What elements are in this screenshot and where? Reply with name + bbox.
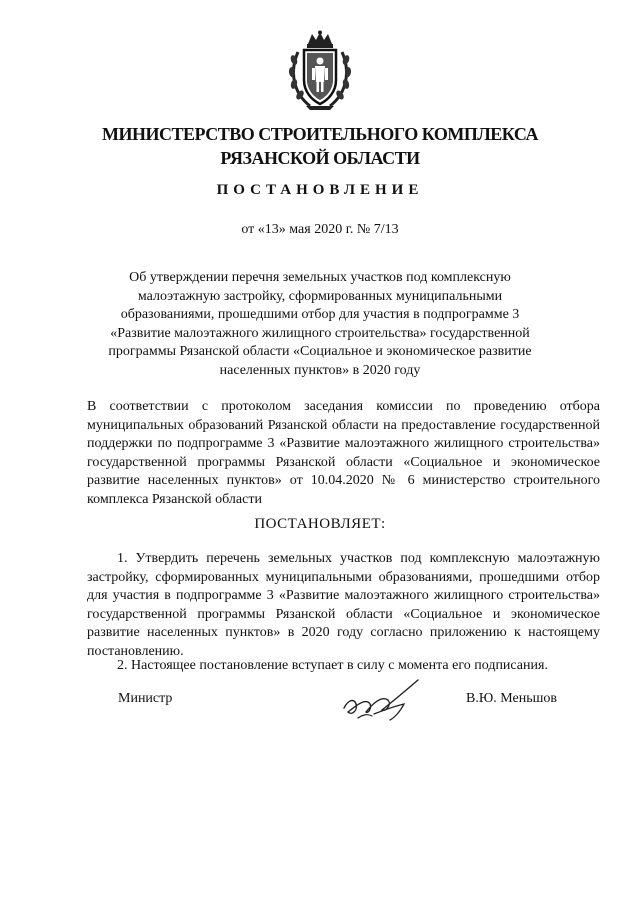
signatory-title: Министр — [118, 691, 173, 706]
subject-line: программы Рязанской области «Социальное и экономическое развитие — [108, 344, 532, 359]
handwritten-signature — [334, 674, 434, 724]
document-subject — [80, 269, 560, 380]
preamble-paragraph: В соответствии с протоколом заседания комиссии по проведению отбора муниципальных образований Рязанской области на предоставление государственной поддержки по подпрограмме 3 «Развитие малоэтажного жилищного строительства» государственной программы Рязанской области «Социальное и экономическое развитие населенных пунктов» от 10.04.2020 № 6 министерство строительного комплекса Рязанской области — [87, 399, 600, 507]
subject-line: «Развитие малоэтажного жилищного строительства» государственной — [110, 325, 530, 341]
subject-line: малоэтажную застройку, сформированных муниципальными — [137, 288, 503, 304]
ministry-name-line2: РЯЗАНСКОЙ ОБЛАСТИ — [220, 148, 420, 168]
ministry-name-line1: МИНИСТЕРСТВО СТРОИТЕЛЬНОГО КОМПЛЕКСА — [102, 124, 538, 144]
decree-heading: ПОСТАНОВЛЯЕТ: — [254, 516, 386, 532]
subject-line: образованиями, прошедшими отбор для участия в подпрограмме 3 — [120, 307, 520, 322]
subject-line: Об утверждении перечня земельных участков под комплексную — [129, 270, 511, 285]
document-date-number: от «13» мая 2020 г. № 7/13 — [241, 222, 399, 237]
decree-item-1: 1. Утвердить перечень земельных участков под комплексную малоэтажную застройку, сформированных муниципальными образованиями, прошедшими отбор для участия в подпрограмме 3 «Развитие малоэтажного жилищного строительства» государственной программы Рязанской области «Социальное и экономическое развитие населенных пунктов» в 2020 году согласно приложению к настоящему постановлению. — [87, 551, 600, 659]
decree-item-2: 2. Настоящее постановление вступает в силу с момента его подписания. — [117, 658, 548, 673]
coat-of-arms-icon — [288, 30, 352, 112]
signatory-name: В.Ю. Меньшов — [466, 691, 557, 706]
document-type: ПОСТАНОВЛЕНИЕ — [216, 182, 424, 198]
subject-line: населенных пунктов» в 2020 году — [219, 362, 421, 378]
